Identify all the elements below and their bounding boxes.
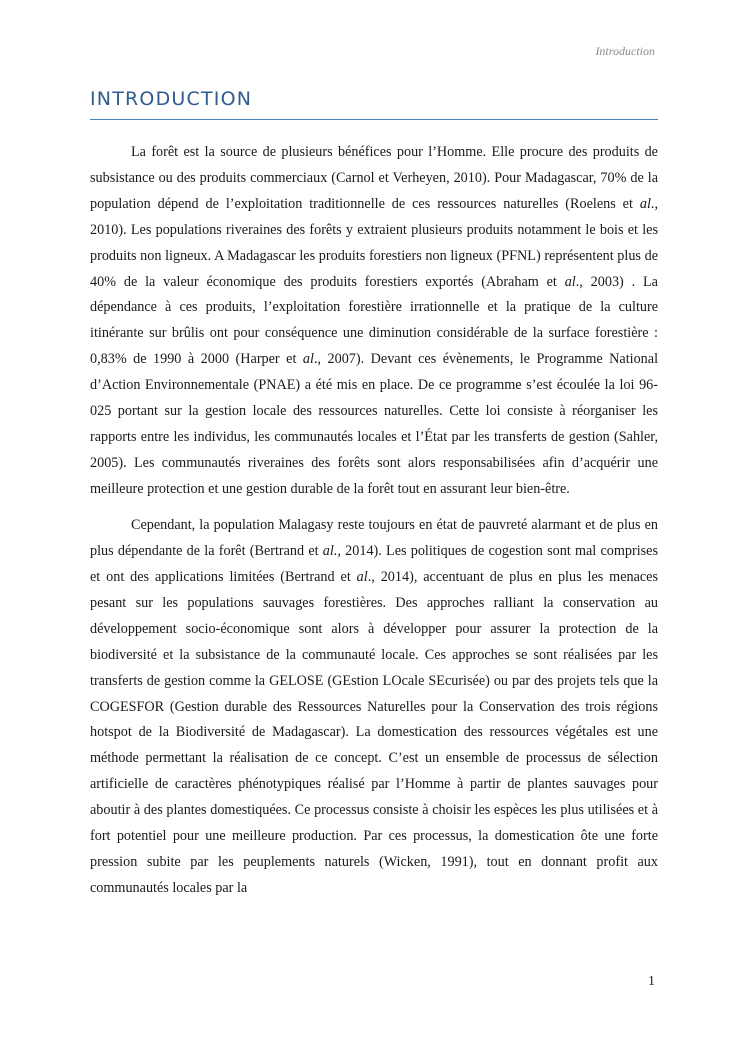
paragraph [90, 140, 658, 503]
text-run: , 2014). Les politiques de cogestion sont mal comprises et ont des applications limitées (Bertrand et [90, 543, 658, 585]
italic-run: al [302, 351, 314, 368]
text-run: ., 2010). Les populations riveraines des forêts y extraient plusieurs produits notamment le bois et les produits non ligneux. A Madagascar les produits forestiers non ligneux (PFNL) représentent plus de 40% de la valeur économique des produits forestiers exportés (Abraham et [90, 195, 658, 290]
running-header: Introduction [595, 44, 655, 58]
page-title: INTRODUCTION [90, 88, 658, 120]
paragraph [90, 513, 658, 902]
italic-run: al [639, 195, 651, 212]
body-text [90, 140, 658, 902]
page-number: 1 [648, 974, 655, 989]
italic-run: al [564, 273, 576, 290]
italic-run: al. [322, 543, 338, 560]
text-run: Cependant, la population Malagasy reste toujours en état de pauvreté alarmant et de plus en plus dépendante de la forêt (Bertrand et [90, 517, 658, 560]
text-run: ., 2003) . La dépendance à ces produits, l’exploitation forestière irrationnelle et la pratique de la culture itinérante sur brûlis ont pour conséquence une diminution considérable de la surface forestière : 0,83% de 1990 à 2000 (Harper et [90, 273, 658, 368]
text-run: La forêt est la source de plusieurs bénéfices pour l’Homme. Elle procure des produits de subsistance ou des produits commerciaux (Carnol et Verheyen, 2010). Pour Madagascar, 70% de la population dépend de l’exploitation traditionnelle de ces ressources naturelles (Roelens et [90, 144, 658, 212]
text-run: ., 2007). Devant ces évènements, le Programme National d’Action Environnementale (PNAE) a été mis en place. De ce programme s’est écoulée la loi 96-025 portant sur la gestion locale des ressources naturelles. Cette loi consiste à réorganiser les rapports entre les individus, les communautés locales et l’État par les transferts de gestion (Sahler, 2005). Les communautés riveraines des forêts sont alors responsabilisées afin d’acquérir une meilleure protection et une gestion durable de la forêt tout en assurant leur bien-être. [90, 351, 659, 497]
text-run: ., 2014), accentuant de plus en plus les menaces pesant sur les populations sauvages forestières. Des approches ralliant la conservation au développement socio-économique sont alors à développer pour assurer la protection de la biodiversité et la subsistance de la communauté locale. Ces approches se sont réalisées par les transferts de gestion comme la GELOSE (GEstion LOcale SEcurisée) ou par des projets tels que la COGESFOR (Gestion durable des Ressources Naturelles pour la Conservation des trois régions hotspot de la Biodiversité de Madagascar). La domestication des ressources végétales est une méthode permettant la réalisation de ce concept. C’est un ensemble de processus de sélection artificielle de caractères phénotypiques réalisé par l’Homme à partir de plantes sauvages pour aboutir à des plantes domestiquées. Ce processus consiste à choisir les espèces les plus utilisées et à fort potentiel pour une meilleure production. Par ces processus, la domestication ôte une forte pression subite par les peuplements naturels (Wicken, 1991), tout en donnant profit aux communautés locales par la [90, 569, 658, 896]
italic-run: al [356, 569, 368, 585]
